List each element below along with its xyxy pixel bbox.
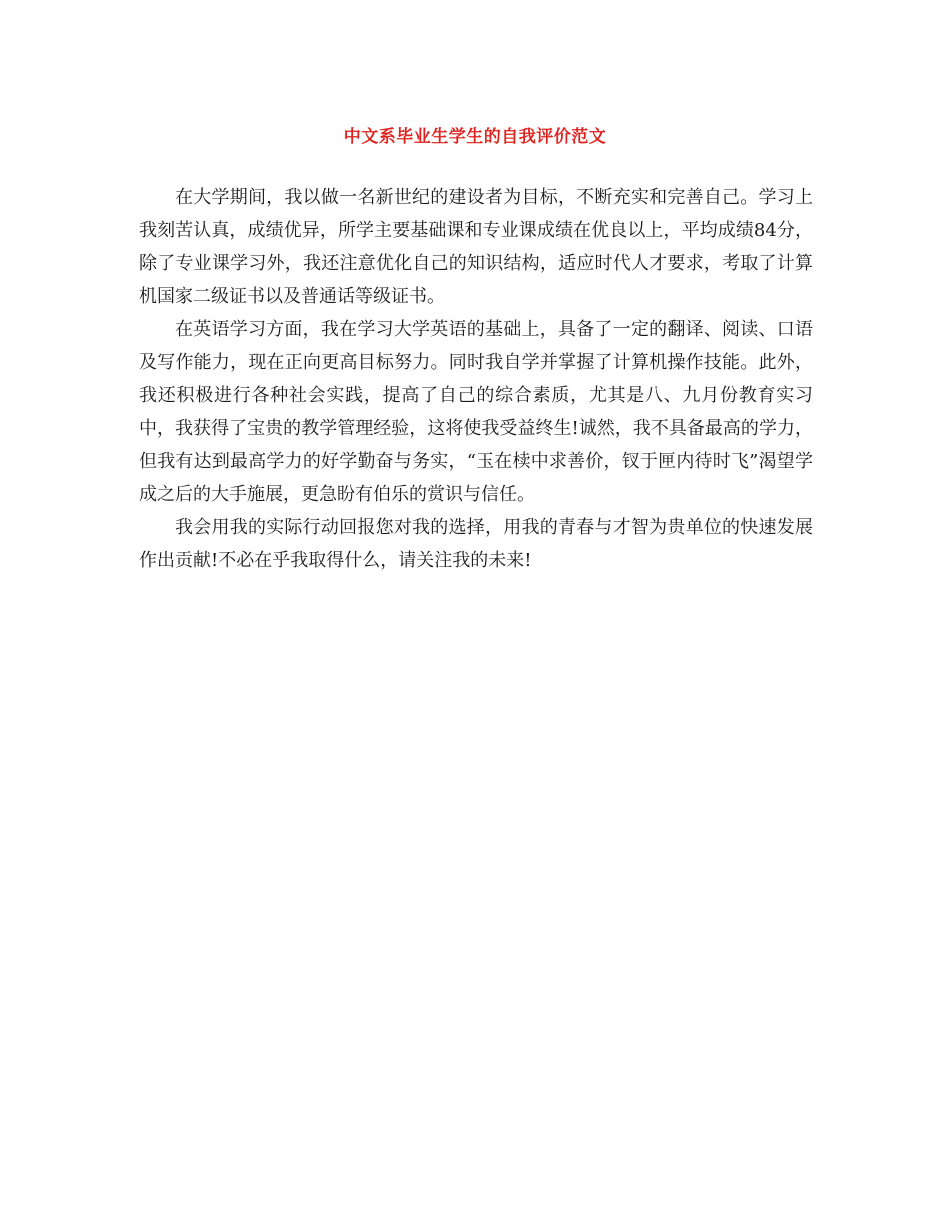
document-title: 中文系毕业生学生的自我评价范文 [343, 127, 607, 147]
document-body [139, 181, 813, 577]
paragraph-2: 在英语学习方面，我在学习大学英语的基础上，具备了一定的翻译、阅读、口语及写作能力，现在正向更高目标努力。同时我自学并掌握了计算机操作技能。此外，我还积极进行各种社会实践，提高了自己的综合素质，尤其是八、九月份教育实习中，我获得了宝贵的教学管理经验，这将使我受益终生!诚然，我不具备最高的学力，但我有达到最高学力的好学勤奋与务实，“玉在椟中求善价，钗于匣内待时飞”渴望学成之后的大手施展，更急盼有伯乐的赏识与信任。 [139, 319, 813, 505]
paragraph-1: 在大学期间，我以做一名新世纪的建设者为目标，不断充实和完善自己。学习上我刻苦认真，成绩优异，所学主要基础课和专业课成绩在优良以上，平均成绩84分，除了专业课学习外，我还注意优化自己的知识结构，适应时代人才要求，考取了计算机国家二级证书以及普通话等级证书。 [139, 187, 813, 307]
paragraph-3: 我会用我的实际行动回报您对我的选择，用我的青春与才智为贵单位的快速发展作出贡献!不必在乎我取得什么，请关注我的未来! [139, 517, 813, 571]
